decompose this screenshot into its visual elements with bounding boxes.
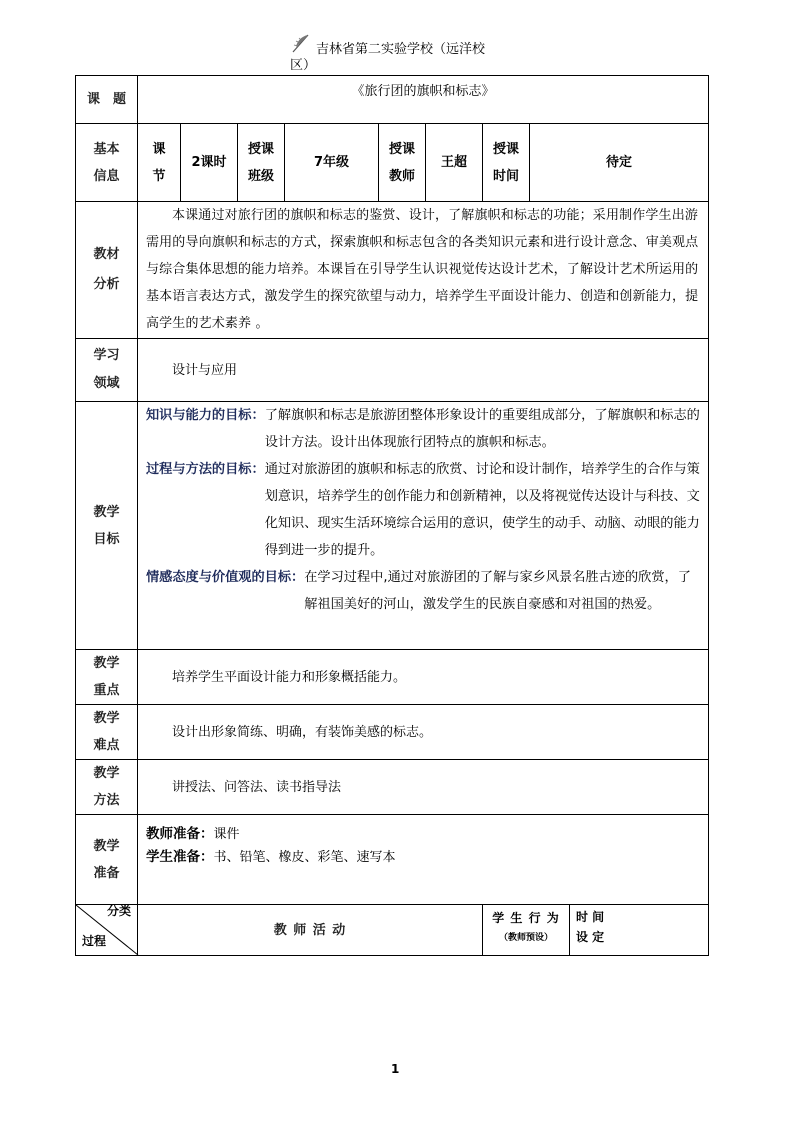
- analysis-label-text: 教材 分析: [93, 247, 120, 292]
- goal-process-text: 通过对旅游团的旗帜和标志的欣赏、讨论和设计制作，培养学生的合作与策划意识，培养学生的创作能力和创新精神，以及将视觉传达设计与科技、文化知识、现实生活环境综合运用的意识，使学生的动手、动脑、动眼的能力得到进一步的提升。: [264, 462, 700, 558]
- method-label-text: 教学 方法: [93, 766, 120, 808]
- teacher-label: [379, 124, 426, 202]
- time-label: [483, 124, 530, 202]
- student-prep: [146, 846, 708, 869]
- student-prep-label: 学生准备：: [146, 849, 214, 865]
- goals-row: [76, 402, 709, 650]
- basic-info-label: [76, 124, 138, 202]
- student-behavior-title: 学 生 行 为: [492, 911, 560, 925]
- domain-row: [76, 339, 709, 402]
- school-name-wrap: 区）: [290, 58, 317, 73]
- time-setting-line2: 设 定: [576, 930, 605, 944]
- right-header-cells: [483, 905, 709, 956]
- lesson-count-label-text: 课 节: [152, 141, 166, 184]
- school-name: 吉林省第二实验学校（远洋校: [316, 42, 486, 57]
- page-header: [290, 36, 550, 76]
- goal-emotion-label: 情感态度与价值观的目标：: [146, 570, 305, 585]
- teacher-activity-header: 教 师 活 动: [138, 905, 483, 956]
- key-label-text: 教学 重点: [93, 656, 120, 698]
- difficulty-row: [76, 705, 709, 760]
- domain-label-text: 学习 领域: [93, 348, 120, 391]
- lesson-count-label: [138, 124, 181, 202]
- title-label: 课 题: [76, 76, 138, 124]
- corner-process: 过程: [82, 934, 107, 948]
- prep-label-text: 教学 准备: [93, 838, 120, 881]
- analysis-row: [76, 202, 709, 339]
- method-label: [76, 760, 138, 815]
- goal-knowledge-text: 了解旗帜和标志是旅游团整体形象设计的重要组成部分，了解旗帜和标志的设计方法。设计出体现旅行团特点的旗帜和标志。: [264, 408, 700, 450]
- time-setting-header: [570, 905, 708, 955]
- time-label-text: 授课 时间: [492, 141, 519, 184]
- goal-process-label: 过程与方法的目标：: [146, 462, 265, 477]
- process-corner-cell: [76, 905, 138, 956]
- class-label: [238, 124, 285, 202]
- page-number: 1: [391, 1062, 400, 1076]
- goal-emotion-text: 在学习过程中,通过对旅游团的了解与家乡风景名胜古迹的欣赏，了解祖国美好的河山，激发学生的民族自豪感和对祖国的热爱。: [304, 570, 691, 612]
- goals-label-text: 教学 目标: [93, 504, 120, 547]
- analysis-label: [76, 202, 138, 339]
- goal-knowledge-label: 知识与能力的目标：: [146, 408, 265, 423]
- class-value: 7年级: [285, 124, 379, 202]
- prep-content: [138, 815, 709, 905]
- lesson-count-value: 2课时: [181, 124, 238, 202]
- prep-row: [76, 815, 709, 905]
- goal-emotion: [146, 564, 704, 618]
- teacher-value: 王超: [426, 124, 483, 202]
- teacher-label-text: 授课 教师: [388, 141, 415, 184]
- student-behavior-note: （教师预设）: [498, 933, 553, 943]
- lesson-title: 《旅行团的旗帜和标志》: [138, 76, 709, 124]
- key-row: [76, 650, 709, 705]
- analysis-text: 本课通过对旅行团的旗帜和标志的鉴赏、设计，了解旗帜和标志的功能；采用制作学生出游需用的导向旗帜和标志的方式，探索旗帜和标志包含的各类知识元素和进行设计意念、审美观点与综合集体思想的能力培养。本课旨在引导学生认识视觉传达设计艺术，了解设计艺术所运用的基本语言表达方式，激发学生的探究欲望与动力，培养学生平面设计能力、创造和创新能力，提高学生的艺术素养 。: [138, 202, 709, 339]
- class-label-text: 授课 班级: [247, 141, 274, 184]
- difficulty-label-text: 教学 难点: [93, 711, 120, 753]
- prep-label: [76, 815, 138, 905]
- time-value: 待定: [530, 124, 709, 202]
- student-prep-text: 书、铅笔、橡皮、彩笔、速写本: [213, 850, 396, 865]
- right-header-split: [483, 905, 708, 955]
- difficulty-text: 设计出形象简练、明确，有装饰美感的标志。: [138, 705, 709, 760]
- method-text: 讲授法、问答法、读书指导法: [138, 760, 709, 815]
- title-row: [76, 76, 709, 124]
- goals-content: [138, 402, 709, 650]
- teacher-prep: [146, 815, 708, 846]
- teacher-prep-label: 教师准备：: [146, 826, 214, 842]
- domain-label: [76, 339, 138, 402]
- basic-info-label-text: 基本 信息: [93, 141, 120, 184]
- time-setting-line1: 时 间: [576, 910, 605, 924]
- corner-category: 分类: [106, 904, 131, 918]
- student-behavior-header: [483, 905, 570, 955]
- lesson-plan-table: [75, 75, 709, 956]
- goal-process: [146, 456, 704, 564]
- key-text: 培养学生平面设计能力和形象概括能力。: [138, 650, 709, 705]
- teacher-prep-text: 课件: [213, 827, 240, 842]
- basic-info-row: [76, 124, 709, 202]
- goal-knowledge: [146, 402, 704, 456]
- method-row: [76, 760, 709, 815]
- domain-text: 设计与应用: [138, 339, 709, 402]
- difficulty-label: [76, 705, 138, 760]
- key-label: [76, 650, 138, 705]
- process-header-row: [76, 905, 709, 956]
- feather-quill-icon: [290, 32, 312, 54]
- goals-label: [76, 402, 138, 650]
